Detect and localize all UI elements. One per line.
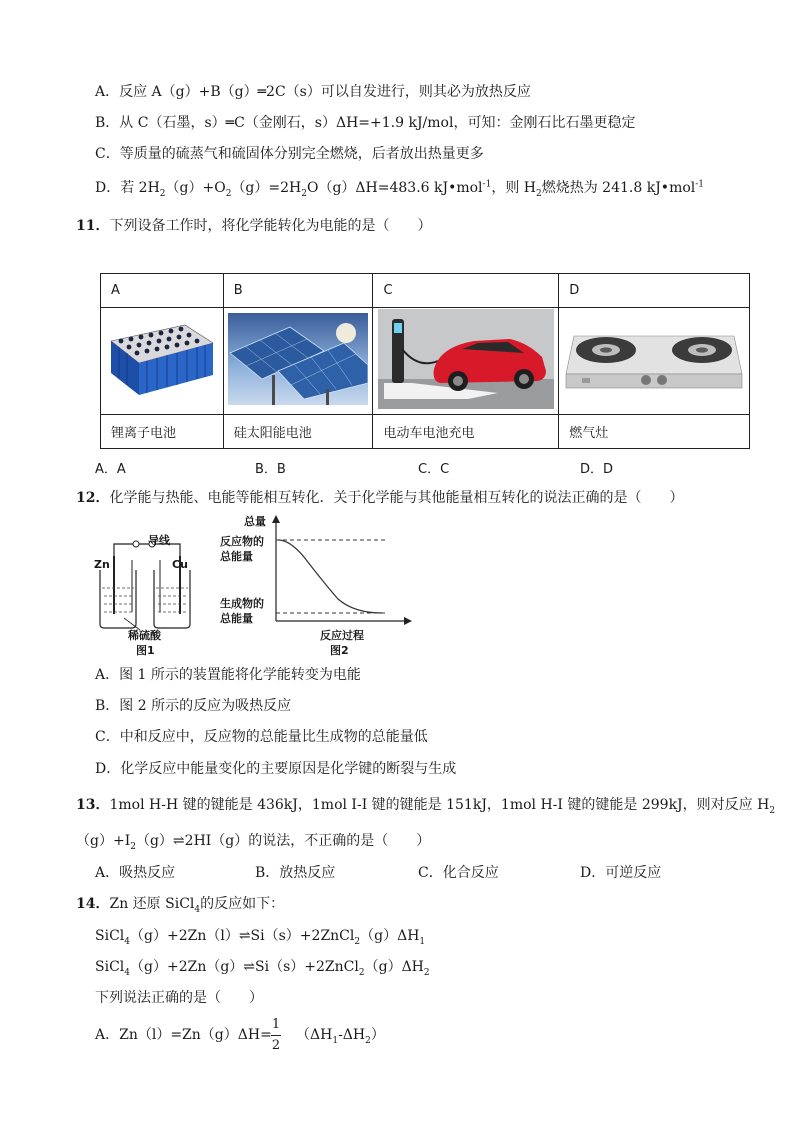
label-wire: 导线 <box>148 534 170 547</box>
table-header-c: C <box>373 274 559 308</box>
label-cu: Cu <box>172 558 188 571</box>
q13-choice-d: D．可逆反应 <box>580 865 662 881</box>
q14-ask: 下列说法正确的是（ ） <box>95 990 263 1006</box>
label-zn: Zn <box>94 558 110 571</box>
q12-stem: 12．化学能与热能、电能等能相互转化．关于化学能与其他能量相互转化的说法正确的是（ ） <box>76 490 684 506</box>
q14-option-a-prefix: A．Zn（l）=Zn（g）ΔH= <box>95 1027 272 1043</box>
q11-choice-d: D．D <box>580 462 614 477</box>
solar-panel-image <box>223 308 373 415</box>
figure-1-galvanic-cell <box>94 530 198 660</box>
q14-equation-2: $SiCl_4(g)+2Zn(g)\rightleftharpoons Si(s)+2ZnCl_2(g)\Delta H_2$ <box>95 959 430 978</box>
q13-choice-b: B．放热反应 <box>255 865 336 881</box>
q14-option-a-suffix: $(\Delta H_1-\Delta H_2)$ <box>296 1027 385 1046</box>
label-li-ion-battery: 锂离子电池 <box>101 415 224 449</box>
label-dilute-acid: 稀硫酸 <box>128 629 161 642</box>
figure-1-caption: 图1 <box>136 644 155 657</box>
q10-option-b: B．从 C（石墨，s）═C（金刚石，s）ΔH=+1.9 kJ/mol，可知：金刚石比石墨更稳定 <box>95 115 636 131</box>
gas-stove-image <box>559 308 750 415</box>
battery-pack-image <box>101 308 224 415</box>
figure-2-energy-diagram <box>216 513 416 659</box>
q11-choice-a: A．A <box>95 462 126 477</box>
ev-charging-image <box>373 308 559 415</box>
q13-stem-line-1: 13．1mol H-H 键的键能是 436kJ，1mol I-I 键的键能是 151kJ，1mol H-I 键的键能是 299kJ，则对反应 $H_2$ <box>76 797 776 816</box>
q12-option-b: B．图 2 所示的反应为吸热反应 <box>95 698 292 714</box>
label-ev-charging: 电动车电池充电 <box>373 415 559 449</box>
fraction-one-half <box>270 1015 282 1056</box>
table-header-b: B <box>223 274 373 308</box>
fraction-denominator: 2 <box>271 1038 281 1053</box>
q11-stem: 11．下列设备工作时，将化学能转化为电能的是（ ） <box>76 218 432 234</box>
q13-choice-c: C．化合反应 <box>418 865 499 881</box>
q12-option-c: C．中和反应中，反应物的总能量比生成物的总能量低 <box>95 729 428 745</box>
q11-choice-c: C．C <box>418 462 450 477</box>
q14-equation-1: $SiCl_4(g)+2Zn(l)\rightleftharpoons Si(s)+2ZnCl_2(g)\Delta H_1$ <box>95 928 426 947</box>
label-product-energy-2: 总能量 <box>220 612 253 625</box>
axis-x-label: 反应过程 <box>320 629 364 642</box>
label-solar-cell: 硅太阳能电池 <box>223 415 373 449</box>
q13-choice-a: A．吸热反应 <box>95 865 176 881</box>
q11-options-table <box>100 273 750 449</box>
fraction-numerator: 1 <box>271 1017 281 1032</box>
label-product-energy-1: 生成物的 <box>220 597 264 610</box>
table-header-d: D <box>559 274 750 308</box>
q12-option-d: D．化学反应中能量变化的主要原因是化学键的断裂与生成 <box>95 761 457 777</box>
q10-option-a: A．反应 A（g）+B（g）═2C（s）可以自发进行，则其必为放热反应 <box>95 84 531 100</box>
q11-choice-b: B．B <box>255 462 286 477</box>
axis-y-label: 总量 <box>244 515 266 528</box>
q10-option-c: C．等质量的硫蒸气和硫固体分别完全燃烧，后者放出热量更多 <box>95 146 484 162</box>
figure-2-caption: 图2 <box>330 644 349 657</box>
label-reactant-energy-1: 反应物的 <box>220 535 264 548</box>
q12-option-a: A．图 1 所示的装置能将化学能转变为电能 <box>95 667 361 683</box>
q14-stem: 14．Zn 还原 SiCl$_4$的反应如下： <box>76 896 285 915</box>
table-header-a: A <box>101 274 224 308</box>
q10-option-d: D．若 $2H_2(g)+O_2(g)=2H_2O(g)\Delta H=483.6$ kJ•mol$^{-1}$，则 $H_2$燃烧热为 241.8 kJ•mol$^{-1}$ <box>95 179 705 199</box>
label-reactant-energy-2: 总能量 <box>220 550 253 563</box>
label-gas-stove: 燃气灶 <box>559 415 750 449</box>
q13-stem-line-2: $(g)+I_2(g)\rightleftharpoons 2HI(g)$的说法，不正确的是（ ） <box>76 833 431 852</box>
